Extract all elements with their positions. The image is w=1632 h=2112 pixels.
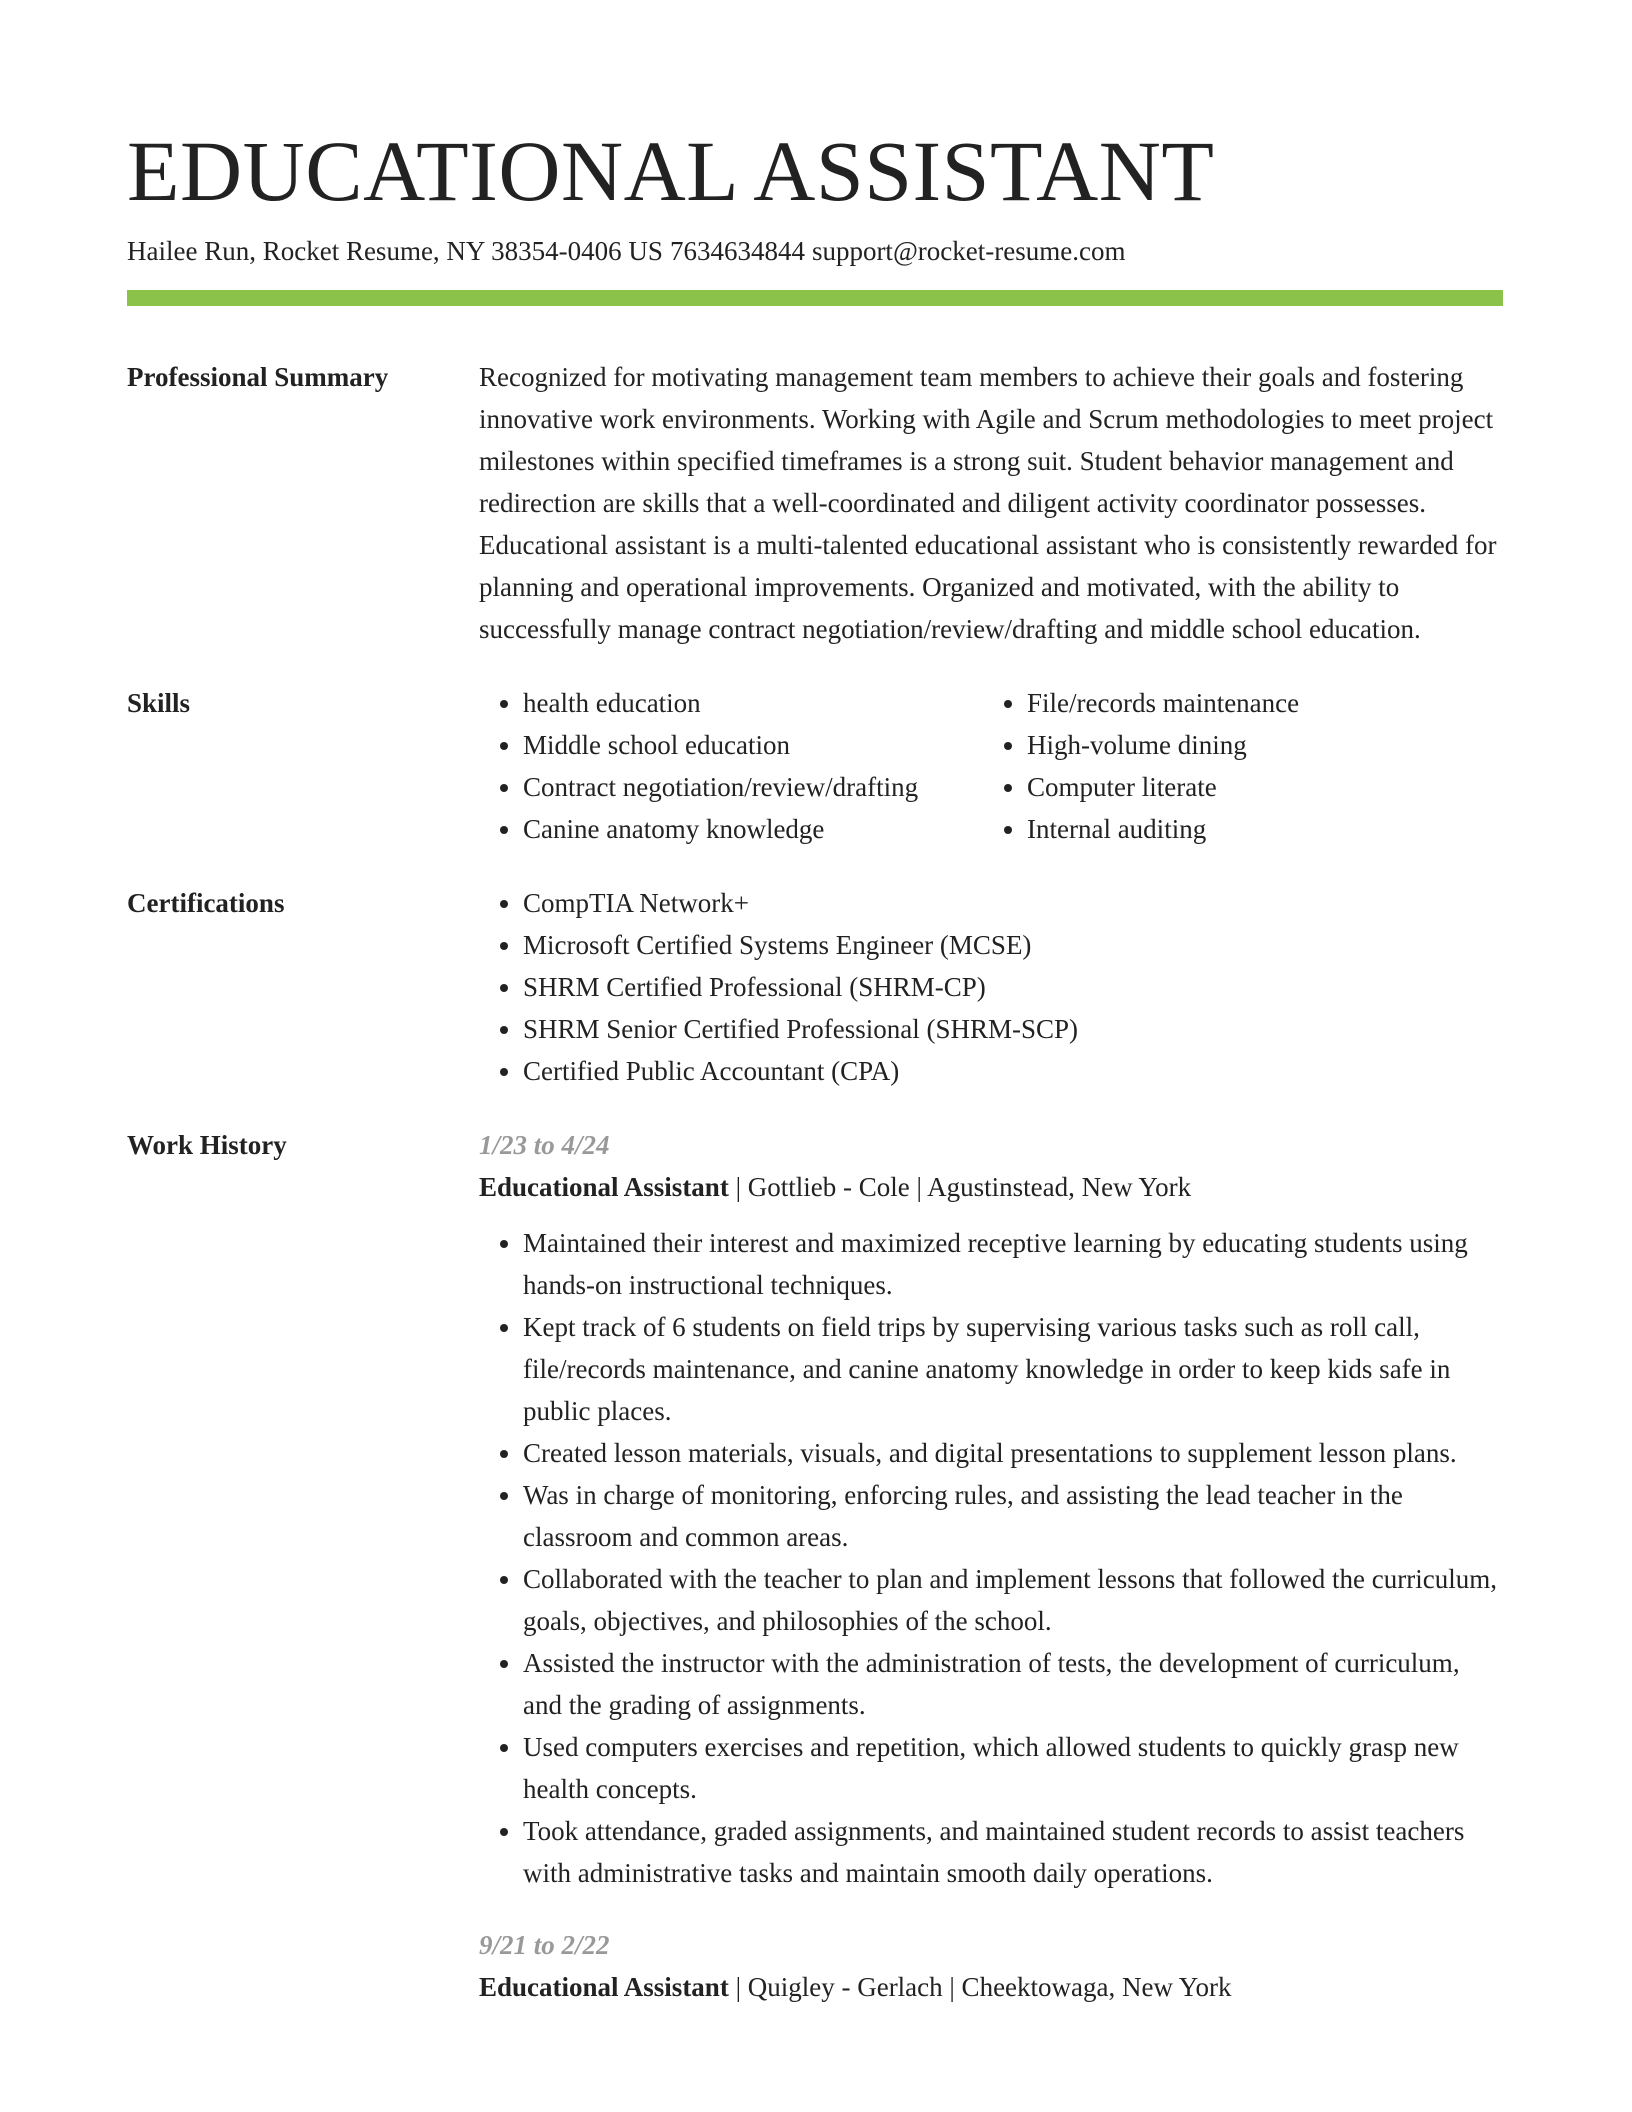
contact-email: support@rocket-resume.com — [811, 236, 1126, 266]
job-title: Educational Assistant — [479, 1972, 729, 2003]
skill-item: • Canine anatomy knowledge — [523, 808, 983, 850]
job-bullet: • Kept track of 6 students on field trips by supervising various tasks such as roll call, file/records maintenance, and canine anatomy knowledge in order to keep kids safe in public places. — [523, 1306, 1503, 1432]
certification-item: • CompTIA Network+ — [523, 882, 1503, 924]
certification-item: • Certified Public Accountant (CPA) — [523, 1050, 1503, 1092]
skill-item: • Middle school education — [523, 724, 983, 766]
certification-item: • SHRM Certified Professional (SHRM-CP) — [523, 966, 1503, 1008]
skills-body — [479, 682, 1503, 850]
section-heading-certifications: Certifications — [127, 888, 285, 919]
skill-item: • Internal auditing — [1027, 808, 1487, 850]
skill-item: • health education — [523, 682, 983, 724]
job-bullet: • Created lesson materials, visuals, and digital presentations to supplement lesson plans. — [523, 1432, 1503, 1474]
job-entry — [479, 1924, 1503, 2008]
job-bullet: • Used computers exercises and repetition, which allowed students to quickly grasp new health concepts. — [523, 1726, 1503, 1810]
job-date: 9/21 to 2/22 — [479, 1930, 610, 1961]
job-bullet: • Took attendance, graded assignments, and maintained student records to assist teachers with administrative tasks and maintain smooth daily operations. — [523, 1810, 1503, 1894]
job-bullet: • Was in charge of monitoring, enforcing rules, and assisting the lead teacher in the classroom and common areas. — [523, 1474, 1503, 1558]
header-divider — [127, 290, 1503, 306]
job-title-line — [479, 1166, 1503, 1208]
work-history-body — [479, 1124, 1503, 2008]
certification-item: • SHRM Senior Certified Professional (SHRM-SCP) — [523, 1008, 1503, 1050]
section-heading-summary: Professional Summary — [127, 362, 389, 393]
skill-item: • Computer literate — [1027, 766, 1487, 808]
skills-column-left — [479, 682, 983, 850]
skill-item: • File/records maintenance — [1027, 682, 1487, 724]
resume-title: EDUCATIONAL ASSISTANT — [127, 123, 1215, 219]
job-bullet: • Assisted the instructor with the administration of tests, the development of curriculum, and the grading of assignments. — [523, 1642, 1503, 1726]
skill-item: • High-volume dining — [1027, 724, 1487, 766]
certification-item: • Microsoft Certified Systems Engineer (MCSE) — [523, 924, 1503, 966]
skills-grid — [479, 682, 1503, 850]
job-date: 1/23 to 4/24 — [479, 1130, 610, 1161]
resume-page — [127, 110, 1503, 2008]
skills-section — [127, 682, 1503, 850]
job-title: Educational Assistant — [479, 1172, 729, 1203]
job-employer-location: | Gottlieb - Cole | Agustinstead, New York — [728, 1172, 1192, 1203]
summary-text: Recognized for motivating management team members to achieve their goals and fostering innovative work environments. Working with Agile and Scrum methodologies to meet project milestones within specified timeframes is a strong suit. Student behavior management and redirection are skills that a well-coordinated and diligent activity coordinator possesses. Educational assistant is a multi-talented educational assistant who is consistently rewarded for planning and operational improvements. Organized and motivated, with the ability to successfully manage contract negotiation/review/drafting and middle school education. — [479, 362, 1497, 645]
job-title-line — [479, 1966, 1503, 2008]
contact-line — [127, 234, 1503, 269]
job-entry — [479, 1124, 1503, 1894]
section-heading-work-history: Work History — [127, 1130, 287, 1161]
contact-phone: 7634634844 — [669, 236, 805, 266]
job-bullet: • Maintained their interest and maximized receptive learning by educating students using hands-on instructional techniques. — [523, 1222, 1503, 1306]
job-employer-location: | Quigley - Gerlach | Cheektowaga, New York — [728, 1972, 1232, 2003]
section-heading-skills: Skills — [127, 688, 191, 719]
contact-address: Hailee Run, Rocket Resume, NY 38354-0406 US — [127, 236, 663, 266]
skill-item: • Contract negotiation/review/drafting — [523, 766, 983, 808]
job-bullet: • Collaborated with the teacher to plan and implement lessons that followed the curriculum, goals, objectives, and philosophies of the school. — [523, 1558, 1503, 1642]
skills-column-right — [983, 682, 1487, 850]
work-history-section — [127, 1124, 1503, 2008]
job-bullets — [479, 1222, 1503, 1894]
certifications-section — [127, 882, 1503, 1092]
professional-summary-section — [127, 356, 1503, 650]
certifications-body — [479, 882, 1503, 1092]
